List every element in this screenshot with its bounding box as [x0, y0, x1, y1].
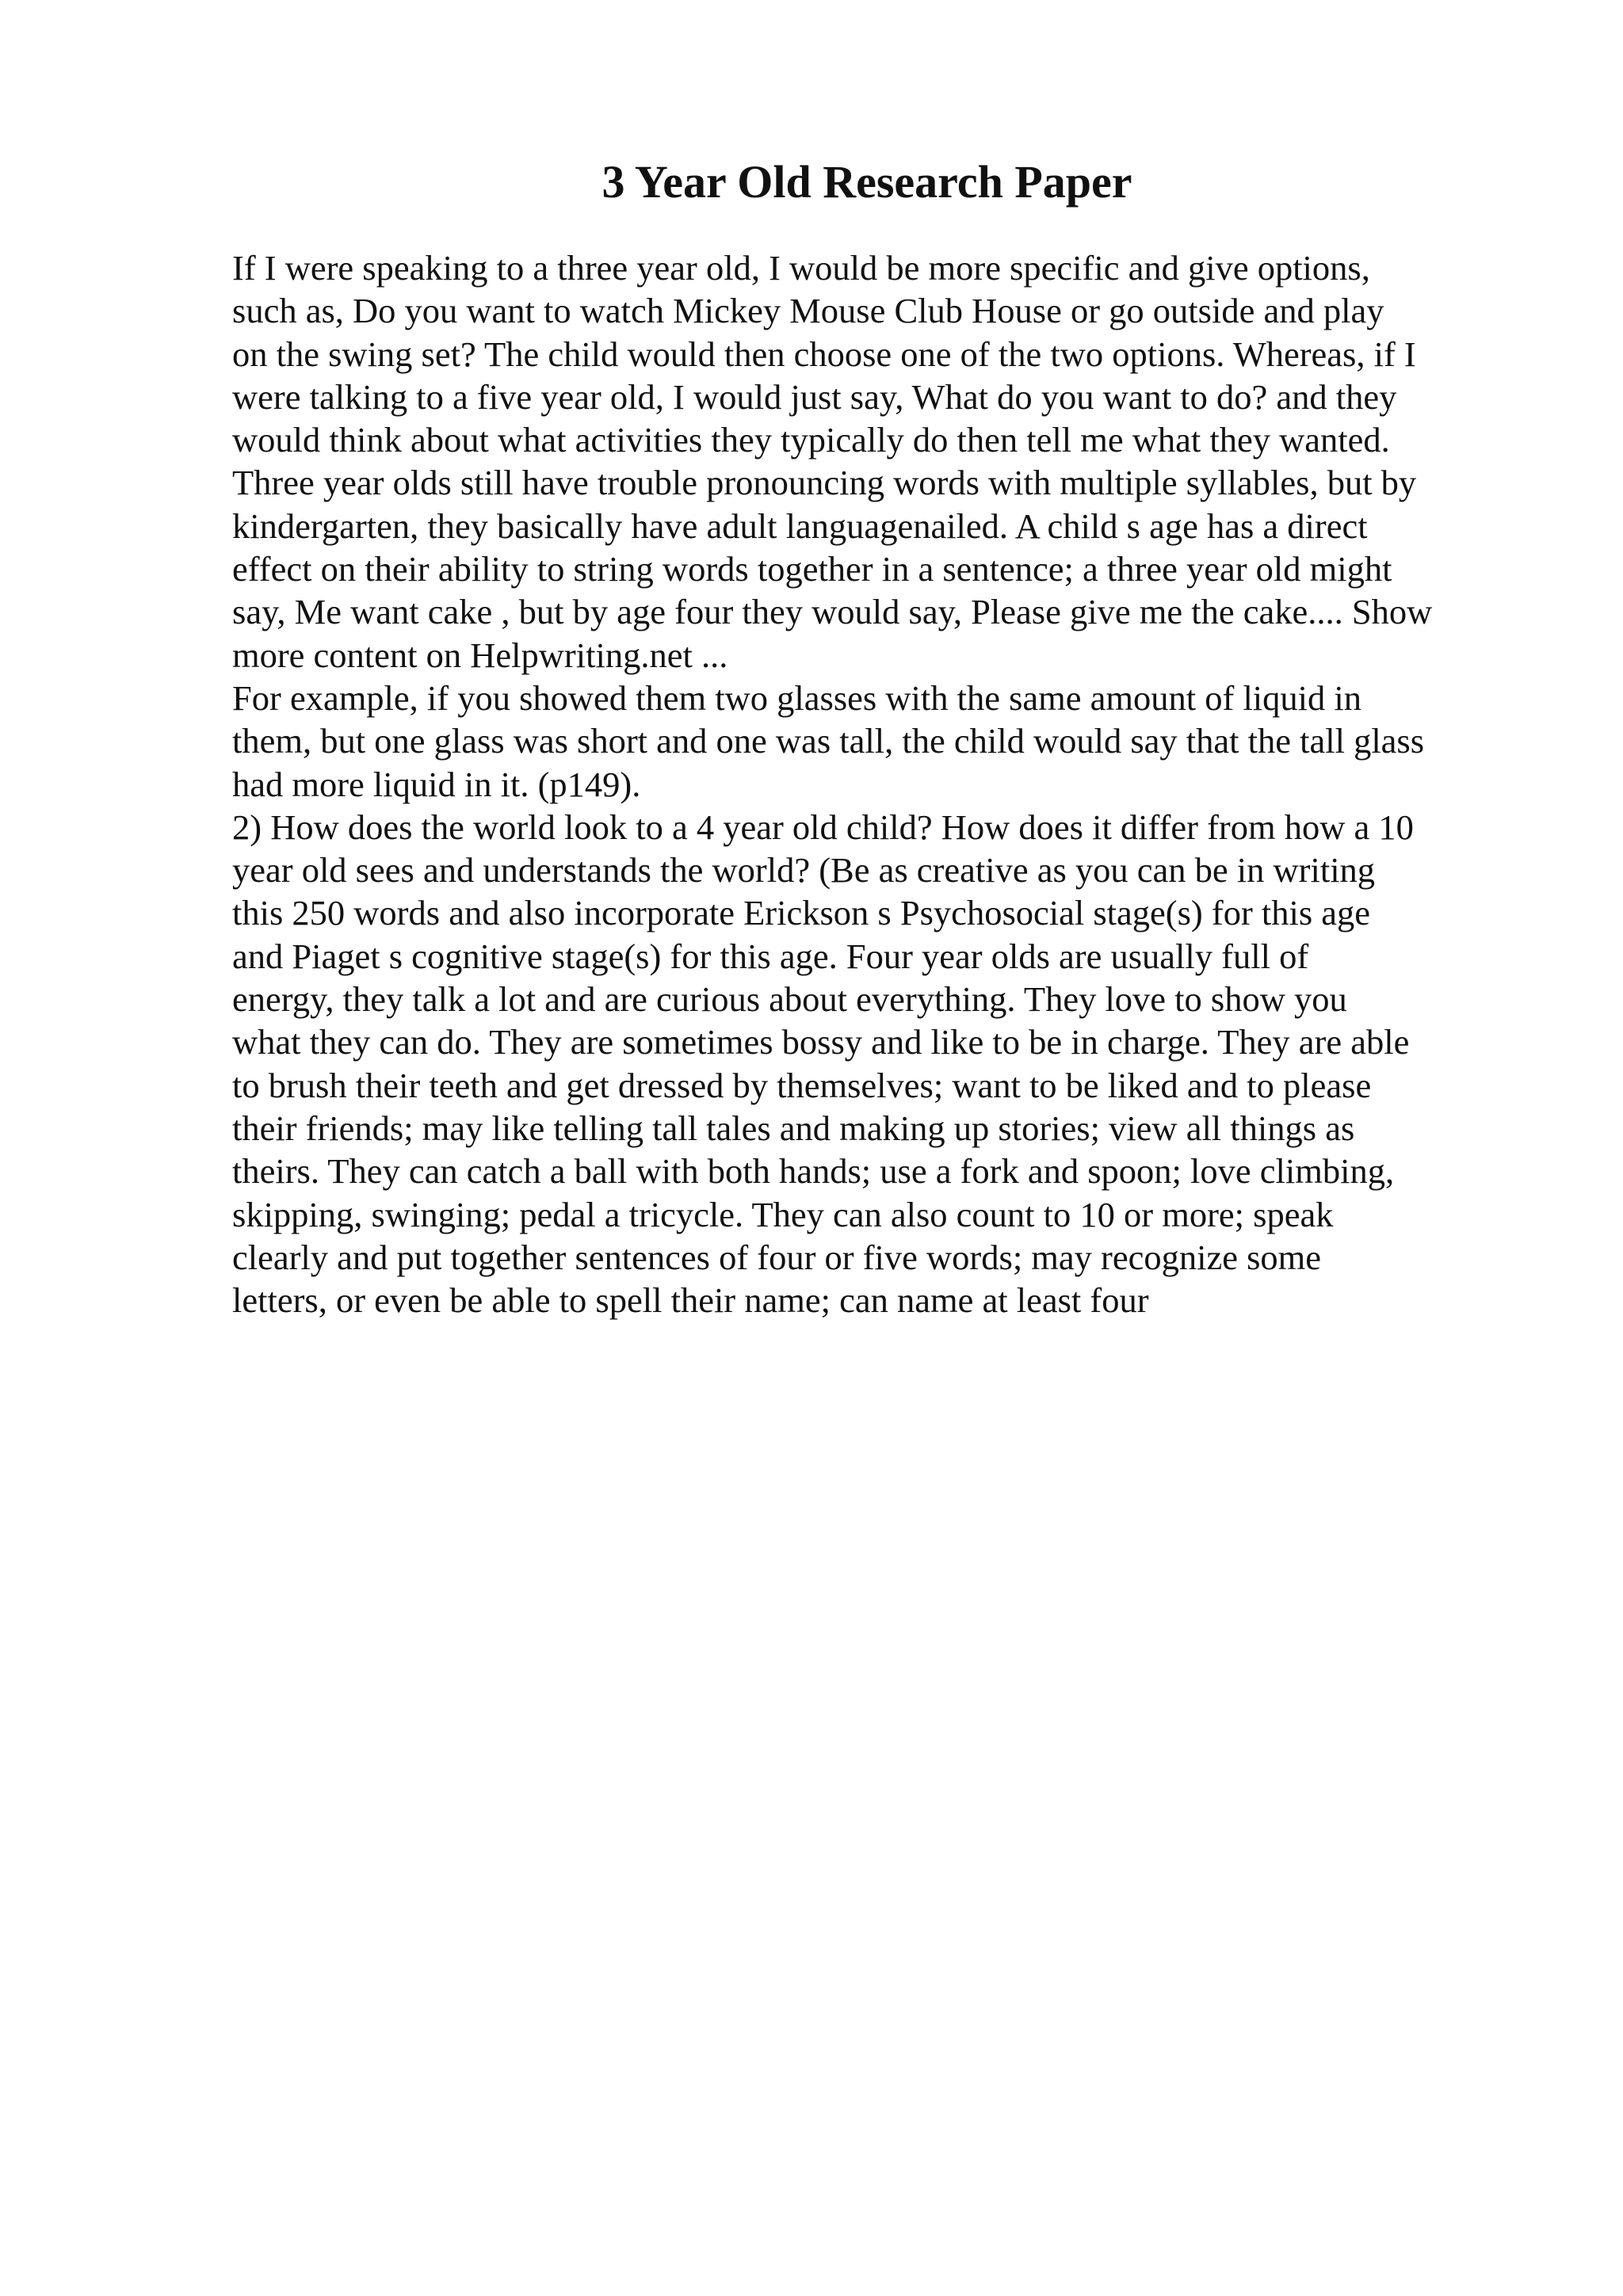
text-line: theirs. They can catch a ball with both hands; use a fork and spoon; love climbing, [232, 1151, 1395, 1192]
text-line: were talking to a five year old, I would just say, What do you want to do? and they [232, 376, 1397, 417]
text-line: would think about what activities they typically do then tell me what they wanted. [232, 420, 1390, 460]
text-line: skipping, swinging; pedal a tricycle. They can also count to 10 or more; speak [232, 1194, 1334, 1234]
text-line: more content on Helpwriting.net ... [232, 635, 728, 675]
text-line: such as, Do you want to watch Mickey Mouse Club House or go outside and play [232, 291, 1384, 331]
text-line: If I were speaking to a three year old, I would be more specific and give options, [232, 248, 1370, 288]
body-text [232, 246, 1516, 1322]
text-line: had more liquid in it. (p149). [232, 764, 641, 804]
text-line: on the swing set? The child would then choose one of the two options. Whereas, if I [232, 334, 1416, 374]
text-line: year old sees and understands the world? (Be as creative as you can be in writing [232, 850, 1376, 891]
text-line: effect on their ability to string words together in a sentence; a three year old might [232, 549, 1392, 589]
text-line: what they can do. They are sometimes bossy and like to be in charge. They are able [232, 1022, 1410, 1062]
text-line: clearly and put together sentences of four or five words; may recognize some [232, 1237, 1322, 1277]
text-line: letters, or even be able to spell their name; can name at least four [232, 1280, 1149, 1321]
text-line: energy, they talk a lot and are curious about everything. They love to show you [232, 979, 1347, 1020]
text-line: to brush their teeth and get dressed by themselves; want to be liked and to please [232, 1065, 1372, 1105]
text-line: For example, if you showed them two glasses with the same amount of liquid in [232, 677, 1362, 718]
text-line: 2) How does the world look to a 4 year old child? How does it differ from how a 10 [232, 807, 1414, 847]
text-line: say, Me want cake , but by age four they would say, Please give me the cake.... Show [232, 592, 1433, 632]
text-line: them, but one glass was short and one was tall, the child would say that the tall glass [232, 721, 1425, 761]
text-line: this 250 words and also incorporate Erickson s Psychosocial stage(s) for this age [232, 893, 1371, 933]
page-title: 3 Year Old Research Paper [601, 156, 1132, 208]
text-line: their friends; may like telling tall tales and making up stories; view all things as [232, 1108, 1355, 1148]
text-line: Three year olds still have trouble pronouncing words with multiple syllables, but by [232, 463, 1417, 503]
text-line: and Piaget s cognitive stage(s) for this age. Four year olds are usually full of [232, 936, 1309, 976]
text-line: kindergarten, they basically have adult languagenailed. A child s age has a direct [232, 505, 1368, 546]
